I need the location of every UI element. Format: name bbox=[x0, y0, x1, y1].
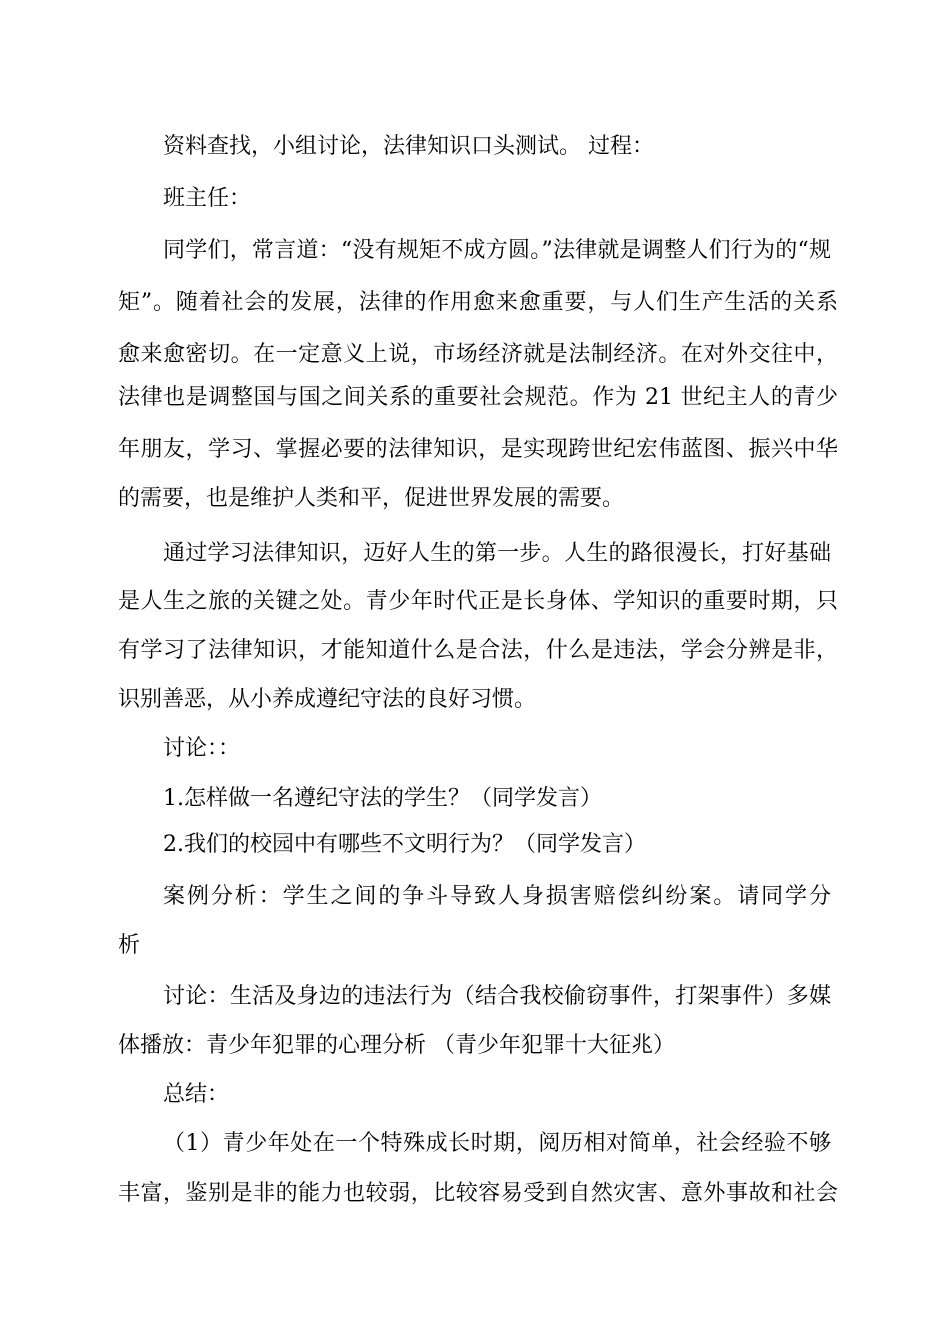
paragraph-line: 有学习了法律知识，才能知道什么是合法，什么是违法，学会分辨是非， bbox=[118, 638, 838, 663]
paragraph-line: 体播放：青少年犯罪的心理分析 （青少年犯罪十大征兆） bbox=[118, 1033, 675, 1058]
paragraph-line: （1）青少年处在一个特殊成长时期，阅历相对简单，社会经验不够 bbox=[163, 1131, 831, 1156]
paragraph-line: 资料查找，小组讨论，法律知识口头测试。 过程： bbox=[163, 134, 654, 159]
paragraph-line: 愈来愈密切。在一定意义上说，市场经济就是法制经济。在对外交往中， bbox=[118, 342, 838, 367]
list-item: 1.怎样做一名遵纪守法的学生？（同学发言） bbox=[163, 786, 602, 811]
paragraph-line: 矩”。随着社会的发展，法律的作用愈来愈重要，与人们生产生活的关系 bbox=[118, 290, 838, 315]
paragraph-line: 析 bbox=[118, 933, 141, 958]
paragraph-line: 年朋友，学习、掌握必要的法律知识，是实现跨世纪宏伟蓝图、振兴中华 bbox=[118, 437, 838, 462]
paragraph-line: 同学们，常言道：“没有规矩不成方圆。”法律就是调整人们行为的“规 bbox=[163, 238, 831, 263]
paragraph-line: 讨论：生活及身边的违法行为（结合我校偷窃事件，打架事件）多媒 bbox=[163, 984, 831, 1009]
paragraph-line: 法律也是调整国与国之间关系的重要社会规范。作为 21 世纪主人的青少 bbox=[118, 385, 838, 410]
paragraph-line: 识别善恶，从小养成遵纪守法的良好习惯。 bbox=[118, 687, 537, 712]
paragraph-line: 是人生之旅的关键之处。青少年时代正是长身体、学知识的重要时期，只 bbox=[118, 589, 838, 614]
paragraph-line: 丰富，鉴别是非的能力也较弱，比较容易受到自然灾害、意外事故和社会 bbox=[118, 1181, 838, 1206]
paragraph-line: 案例分析：学生之间的争斗导致人身损害赔偿纠纷案。请同学分 bbox=[163, 884, 831, 909]
paragraph-line: 的需要，也是维护人类和平，促进世界发展的需要。 bbox=[118, 486, 625, 511]
list-item: 2.我们的校园中有哪些不文明行为？（同学发言） bbox=[163, 832, 646, 857]
paragraph-line: 讨论：： bbox=[163, 736, 241, 761]
paragraph-line: 班主任： bbox=[163, 186, 252, 211]
paragraph-line: 总结： bbox=[163, 1082, 230, 1107]
paragraph-line: 通过学习法律知识，迈好人生的第一步。人生的路很漫长，打好基础 bbox=[163, 541, 831, 566]
